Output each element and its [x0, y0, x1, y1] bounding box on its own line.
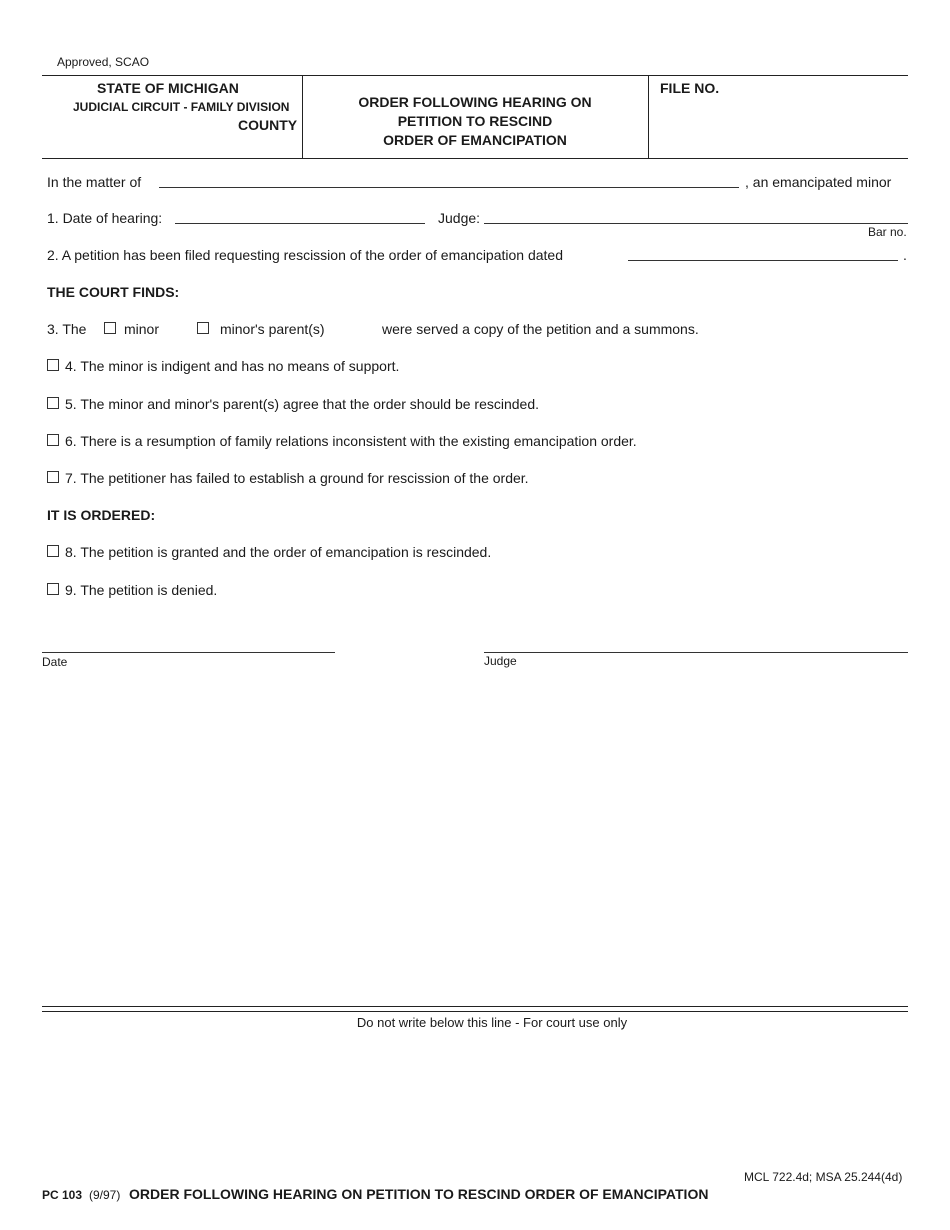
header-top-rule: [42, 75, 908, 76]
bar-no-label: Bar no.: [868, 225, 907, 239]
order-9-checkbox[interactable]: [47, 583, 59, 595]
header-divider-left: [302, 75, 303, 158]
served-minor-label: minor: [124, 321, 160, 337]
finding-6-checkbox[interactable]: [47, 434, 59, 446]
finding-4-text: 4. The minor is indigent and has no means of support.: [65, 358, 400, 374]
header-bottom-rule: [42, 158, 908, 159]
header-divider-right: [648, 75, 649, 158]
finding-6-text: 6. There is a resumption of family relations inconsistent with the existing emancipation order.: [65, 433, 637, 449]
item3-prefix: 3. The: [47, 321, 87, 337]
order-8-checkbox[interactable]: [47, 545, 59, 557]
court-use-rule-top: [42, 1006, 908, 1007]
signature-judge-field[interactable]: [484, 652, 908, 653]
period: .: [903, 247, 907, 263]
court-use-notice: Do not write below this line - For court use only: [356, 1015, 628, 1030]
petition-filed-text: 2. A petition has been filed requesting rescission of the order of emancipation dated: [47, 247, 564, 263]
item3-suffix: were served a copy of the petition and a summons.: [382, 321, 699, 337]
county-label: COUNTY: [238, 117, 298, 133]
file-no-label: FILE NO.: [660, 80, 720, 96]
approved-label: Approved, SCAO: [57, 55, 150, 69]
finding-5-checkbox[interactable]: [47, 397, 59, 409]
signature-date-label: Date: [42, 655, 68, 669]
court-use-rule-bottom: [42, 1011, 908, 1012]
order-9-text: 9. The petition is denied.: [65, 582, 218, 598]
hearing-date-label: 1. Date of hearing:: [47, 210, 163, 226]
form-revision: (9/97): [89, 1188, 121, 1202]
judge-field[interactable]: [484, 223, 908, 224]
matter-field[interactable]: [159, 187, 739, 188]
signature-judge-label: Judge: [484, 654, 517, 668]
form-title-line-2: PETITION TO RESCIND: [397, 113, 553, 129]
signature-date-field[interactable]: [42, 652, 335, 653]
matter-prefix: In the matter of: [47, 174, 142, 190]
finding-7-text: 7. The petitioner has failed to establish a ground for rescission of the order.: [65, 470, 529, 486]
finding-7-checkbox[interactable]: [47, 471, 59, 483]
served-parents-label: minor's parent(s): [220, 321, 325, 337]
matter-suffix: , an emancipated minor: [745, 174, 892, 190]
judge-label: Judge:: [438, 210, 481, 226]
form-title-line-3: ORDER OF EMANCIPATION: [383, 132, 567, 148]
served-minor-checkbox[interactable]: [104, 322, 116, 334]
finding-5-text: 5. The minor and minor's parent(s) agree that the order should be rescinded.: [65, 396, 540, 412]
state-name: STATE OF MICHIGAN: [97, 80, 239, 96]
finding-4-checkbox[interactable]: [47, 359, 59, 371]
hearing-date-field[interactable]: [175, 223, 425, 224]
court-division: JUDICIAL CIRCUIT - FAMILY DIVISION: [73, 100, 290, 114]
order-8-text: 8. The petition is granted and the order of emancipation is rescinded.: [65, 544, 492, 560]
footer-title: ORDER FOLLOWING HEARING ON PETITION TO RESCIND ORDER OF EMANCIPATION: [129, 1186, 709, 1202]
form-title-line-1: ORDER FOLLOWING HEARING ON: [358, 94, 592, 110]
emancipation-date-field[interactable]: [628, 260, 898, 261]
served-parents-checkbox[interactable]: [197, 322, 209, 334]
court-finds-heading: THE COURT FINDS:: [47, 284, 180, 300]
it-is-ordered-heading: IT IS ORDERED:: [47, 507, 156, 523]
form-title: [304, 93, 646, 150]
statute-reference: MCL 722.4d; MSA 25.244(4d): [744, 1170, 903, 1184]
form-number: PC 103: [42, 1188, 83, 1202]
